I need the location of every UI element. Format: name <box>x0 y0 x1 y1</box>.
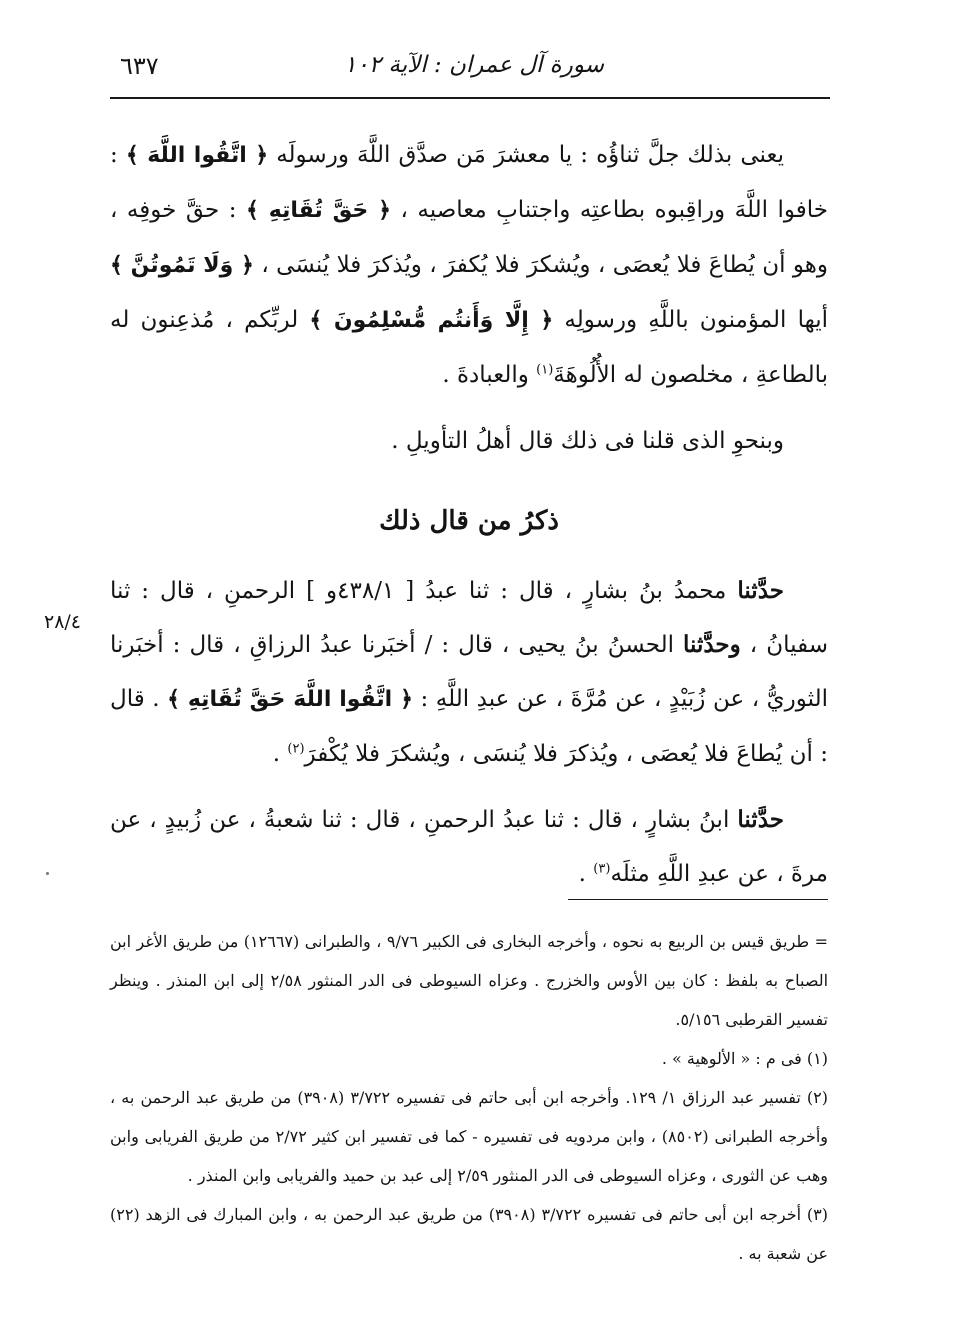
footnote-1: (١) فى م : « الألوهية » . <box>661 1049 828 1068</box>
paragraph-narration-2 <box>110 793 828 901</box>
footnote-2: (٢) تفسير عبد الرزاق ١/ ١٢٩. وأخرجه ابن أبى حاتم فى تفسيره ٣/٧٢٢ (٣٩٠٨) من طريق عبد الرحمن به ، وأخرجه الطبرانى (٨٥٠٢) ، وابن مردويه فى تفسيره - كما فى تفسير ابن كثير ٢/٧٢ من طريق الفريابى وابن وهب عن الثورى ، وعزاه السيوطى فى الدر المنثور ٢/٥٩ إلى عبد بن حميد والفريابى وابن المنذر . <box>110 1088 829 1185</box>
footnote-marker: (٢) <box>287 741 305 757</box>
text-run: . <box>272 741 288 767</box>
quran-quote: ﴿ اتَّقُوا اللَّهَ ﴾ <box>125 143 269 168</box>
folio-reference: [ ٤٣٨/١و ] <box>306 578 415 604</box>
page-number: ٦٣٧ <box>120 52 159 80</box>
text-run: . <box>578 861 594 887</box>
main-text <box>110 128 828 901</box>
narration-lead: حدَّثنا <box>737 806 784 833</box>
quran-quote: ﴿ وَلَا تَمُوتُنَّ ﴾ <box>110 253 254 278</box>
footnote-marker: (١) <box>536 362 554 378</box>
margin-volume-reference: ٢٨/٤ <box>44 611 82 633</box>
header-rule <box>110 97 830 99</box>
paragraph-narration-1 <box>110 564 828 781</box>
footnotes <box>110 922 828 1273</box>
quran-quote: ﴿ اتَّقُوا اللَّهَ حَقَّ تُقَاتِهِ ﴾ <box>167 687 413 712</box>
running-title: سورة آل عمران : الآية ١٠٢ <box>343 52 604 78</box>
section-heading: ذكرُ من قال ذلك <box>379 506 559 536</box>
text-run: أيها المؤمنون باللَّهِ ورسولِه <box>553 307 828 333</box>
text-run: الحسنُ بنُ يحيى ، قال : / أخبَرنا عبدُ الرزاقِ ، قال : أخبَرنا الثوريُّ ، عن زُبَيْدٍ ، عن مُرَّةَ ، عن عبدِ اللَّهِ : <box>110 632 828 712</box>
footnote-3: (٣) أخرجه ابن أبى حاتم فى تفسيره ٣/٧٢٢ (٣٩٠٨) من طريق عبد الرحمن به ، وابن المبارك فى الزهد (٢٢) عن شعبة به . <box>110 1205 829 1263</box>
paragraph-interpretation <box>110 128 828 402</box>
text-run: : خافوا اللَّهَ وراقِبوه بطاعتِه واجتنابِ معاصيه ، <box>110 142 828 223</box>
footnote-continuation: = طريق قيس بن الربيع به نحوه ، وأخرجه البخارى فى الكبير ٩/٧٦ ، والطبرانى (١٢٦٦٧) من طريق الأغر ابن الصباح به بلفظ : كان بين الأوس والخزرج . وعزاه السيوطى فى الدر المنثور ٢/٥٨ إلى ابن المنذر . وينظر تفسير القرطبى ٥/١٥٦. <box>110 932 829 1029</box>
quran-quote: ﴿ حَقَّ تُقَاتِهِ ﴾ <box>246 198 391 223</box>
text-run: . قال : أن يُطاعَ فلا يُعصَى ، ويُذكرَ فلا يُنسَى ، ويُشكرَ فلا يُكْفرَ <box>110 686 828 767</box>
footnote-rule <box>568 899 828 900</box>
text-run: والعبادةَ . <box>442 362 537 388</box>
text-run: ابنُ بشارٍ ، قال : ثنا عبدُ الرحمنِ ، قال : ثنا شعبةُ ، عن زُبيدٍ ، عن مرةَ ، عن عبدِ اللَّهِ مثلَه <box>110 807 828 887</box>
paragraph-transition: وبنحوِ الذى قلنا فى ذلك قال أهلُ التأويلِ . <box>391 428 784 454</box>
text-run: لربِّكم ، مُذعِنون له بالطاعةِ ، مخلصون له الأُلُوهَةَ <box>110 307 828 388</box>
page-header <box>120 52 828 90</box>
margin-dot <box>46 872 49 875</box>
narration-lead: حدَّثنا <box>737 577 784 604</box>
text-run: الرحمنِ ، قال : ثنا سفيانُ ، <box>110 578 828 658</box>
quran-quote: ﴿ إِلَّا وَأَنتُم مُّسْلِمُونَ ﴾ <box>309 308 554 333</box>
text-run: يعنى بذلك جلَّ ثناؤُه : يا معشرَ مَن صدَّق اللَّهَ ورسولَه <box>268 142 784 168</box>
text-run: محمدُ بنُ بشارٍ ، قال : ثنا عبدُ <box>414 578 738 604</box>
narration-lead: وحدَّثنا <box>683 631 741 658</box>
footnote-marker: (٣) <box>593 861 611 877</box>
text-run: : حقَّ خوفِه ، وهو أن يُطاعَ فلا يُعصَى ، ويُشكرَ فلا يُكفرَ ، ويُذكرَ فلا يُنسَى ، <box>110 197 828 278</box>
